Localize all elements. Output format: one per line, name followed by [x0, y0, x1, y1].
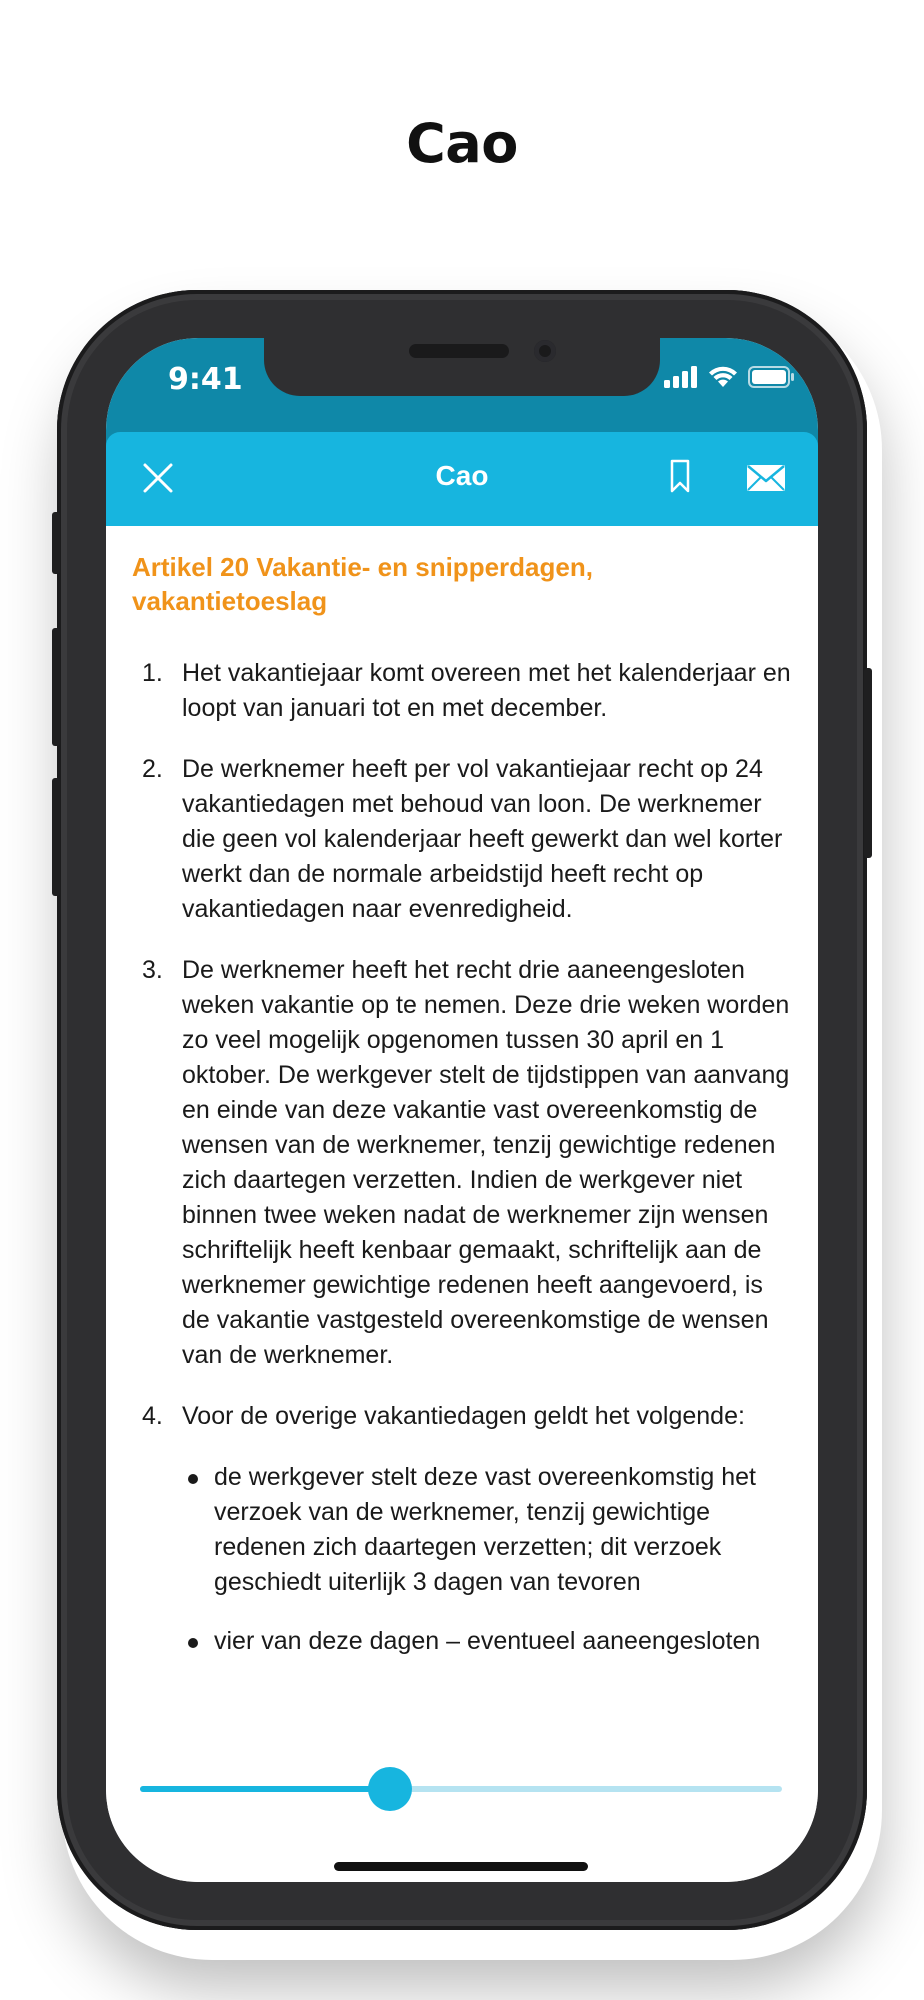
- front-camera: [534, 340, 556, 362]
- item-number: 4.: [142, 1402, 163, 1430]
- item-number: 1.: [142, 659, 163, 687]
- volume-up-button: [52, 628, 60, 746]
- power-button: [864, 668, 872, 858]
- sub-list: [182, 1460, 792, 1659]
- sub-list-item: [182, 1460, 792, 1600]
- slider-thumb[interactable]: [368, 1767, 412, 1811]
- item-text: Het vakantiejaar komt overeen met het kalenderjaar en loopt van januari tot en met december.: [182, 659, 791, 722]
- scroll-slider: [106, 1718, 818, 1882]
- item-text: De werknemer heeft het recht drie aaneengesloten weken vakantie op te nemen. Deze drie weken worden zo veel mogelijk opgenomen tussen 30 april en 1 oktober. De werkgever stelt de tijdstippen van aanvang en einde van deze vakantie vast overeenkomstig de wensen van de werknemer, tenzij gewichtige redenen zich daartegen verzetten. Indien de werkgever niet binnen twee weken nadat de werknemer zijn wensen schriftelijk heeft kenbaar gemaakt, schriftelijk aan de werknemer gewichtige redenen heeft aangevoerd, is de vakantie vastgesteld overeenkomstige de wensen van de werknemer.: [182, 956, 790, 1369]
- item-text: Voor de overige vakantiedagen geldt het volgende:: [182, 1402, 745, 1430]
- article-heading: Artikel 20 Vakantie- en snipperdagen, vakantietoeslag: [132, 552, 593, 616]
- wifi-icon: [708, 366, 738, 388]
- status-time: 9:41: [168, 362, 243, 397]
- article-content[interactable]: [106, 526, 818, 1718]
- nav-bar: [106, 432, 818, 526]
- page-title: Cao: [406, 112, 518, 175]
- list-item: [132, 656, 792, 726]
- bookmark-icon[interactable]: [668, 458, 692, 494]
- sub-list-item: [182, 1624, 792, 1659]
- speaker: [409, 344, 509, 358]
- item-text: De werknemer heeft per vol vakantiejaar recht op 24 vakantiedagen met behoud van loon. De werknemer die geen vol kalenderjaar heeft gewerkt dan wel korter werkt dan de normale arbeidstijd heeft recht op vakantiedagen naar evenredigheid.: [182, 755, 783, 923]
- list-item: [132, 752, 792, 927]
- volume-down-button: [52, 778, 60, 896]
- slider-fill: [140, 1786, 390, 1792]
- bullet-icon: [188, 1474, 198, 1484]
- silent-switch: [52, 512, 60, 574]
- phone-screen: [106, 338, 818, 1882]
- battery-icon: [748, 366, 794, 388]
- sub-item-text: vier van deze dagen – eventueel aaneengesloten: [214, 1627, 761, 1655]
- item-number: 2.: [142, 755, 163, 783]
- mail-icon[interactable]: [746, 462, 786, 494]
- sub-item-text: de werkgever stelt deze vast overeenkomstig het verzoek van de werknemer, tenzij gewichtige redenen zich daartegen verzetten; dit verzoek geschiedt uiterlijk 3 dagen van tevoren: [214, 1463, 756, 1596]
- list-item: [132, 1399, 792, 1659]
- item-number: 3.: [142, 956, 163, 984]
- bullet-icon: [188, 1638, 198, 1648]
- home-indicator: [334, 1862, 588, 1871]
- signal-icon: [664, 366, 698, 388]
- notch: [264, 338, 660, 396]
- list-item: [132, 953, 792, 1373]
- nav-title: Cao: [435, 460, 489, 491]
- article-list: [132, 656, 792, 1659]
- status-icons: [664, 362, 794, 392]
